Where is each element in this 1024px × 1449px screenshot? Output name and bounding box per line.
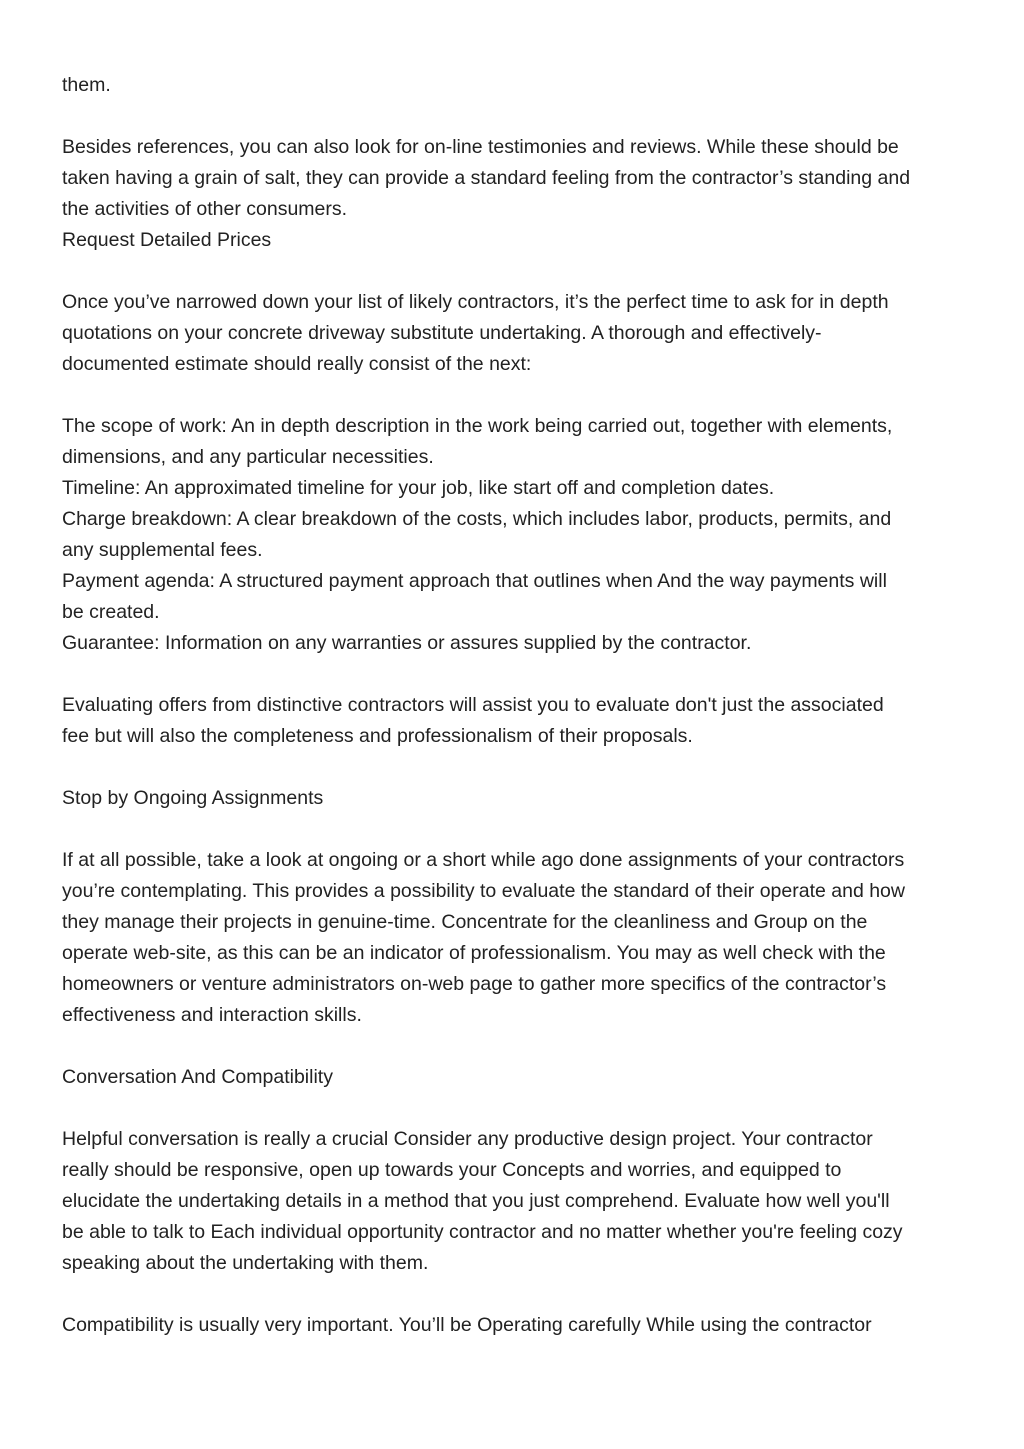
text-line: Evaluating offers from distinctive contractors will assist you to evaluate don't just the associated <box>62 694 884 716</box>
section-heading: Conversation And Compatibility <box>62 1066 333 1088</box>
list-item-line: be created. <box>62 601 160 623</box>
text-line: documented estimate should really consist of the next: <box>62 353 532 375</box>
document-page <box>62 70 967 1341</box>
text-line: really should be responsive, open up towards your Concepts and worries, and equipped to <box>62 1159 842 1181</box>
list-item-line: Charge breakdown: A clear breakdown of the costs, which includes labor, products, permits, and <box>62 508 892 530</box>
text-line: speaking about the undertaking with them. <box>62 1252 429 1274</box>
paragraph-gap <box>62 1093 967 1124</box>
text-line: If at all possible, take a look at ongoing or a short while ago done assignments of your contractors <box>62 849 905 871</box>
paragraph-gap <box>62 101 967 132</box>
list-item-line: any supplemental fees. <box>62 539 263 561</box>
text-line: be able to talk to Each individual opportunity contractor and no matter whether you're feeling cozy <box>62 1221 903 1243</box>
text-line: effectiveness and interaction skills. <box>62 1004 362 1026</box>
text-line: quotations on your concrete driveway substitute undertaking. A thorough and effectively- <box>62 322 822 344</box>
paragraph-gap <box>62 380 967 411</box>
list-item-line: The scope of work: An in depth description in the work being carried out, together with elements, <box>62 415 893 437</box>
text-line: they manage their projects in genuine-time. Concentrate for the cleanliness and Group on the <box>62 911 868 933</box>
paragraph-gap <box>62 752 967 783</box>
list-item-line: dimensions, and any particular necessities. <box>62 446 434 468</box>
section-heading: Stop by Ongoing Assignments <box>62 787 324 809</box>
text-line: operate web-site, as this can be an indicator of professionalism. You may as well check with the <box>62 942 886 964</box>
text-line: homeowners or venture administrators on-web page to gather more specifics of the contractor’s <box>62 973 887 995</box>
text-line: the activities of other consumers. <box>62 198 348 220</box>
list-item-line: Timeline: An approximated timeline for your job, like start off and completion dates. <box>62 477 775 499</box>
text-line: Helpful conversation is really a crucial Consider any productive design project. Your contractor <box>62 1128 873 1150</box>
text-line: you’re contemplating. This provides a possibility to evaluate the standard of their operate and how <box>62 880 905 902</box>
text-line: fee but will also the completeness and professionalism of their proposals. <box>62 725 693 747</box>
text-line: taken having a grain of salt, they can provide a standard feeling from the contractor’s standing and <box>62 167 911 189</box>
text-line: them. <box>62 74 111 96</box>
list-item-line: Payment agenda: A structured payment approach that outlines when And the way payments will <box>62 570 887 592</box>
text-line: Compatibility is usually very important. You’ll be Operating carefully While using the contractor <box>62 1314 872 1336</box>
paragraph-gap <box>62 814 967 845</box>
list-item-line: Guarantee: Information on any warranties or assures supplied by the contractor. <box>62 632 752 654</box>
text-line: Besides references, you can also look for on-line testimonies and reviews. While these should be <box>62 136 899 158</box>
paragraph-gap <box>62 1031 967 1062</box>
paragraph-gap <box>62 659 967 690</box>
paragraph-gap <box>62 256 967 287</box>
text-line: elucidate the undertaking details in a method that you just comprehend. Evaluate how well you'll <box>62 1190 890 1212</box>
section-heading: Request Detailed Prices <box>62 229 272 251</box>
text-line: Once you’ve narrowed down your list of likely contractors, it’s the perfect time to ask for in depth <box>62 291 889 313</box>
paragraph-gap <box>62 1279 967 1310</box>
